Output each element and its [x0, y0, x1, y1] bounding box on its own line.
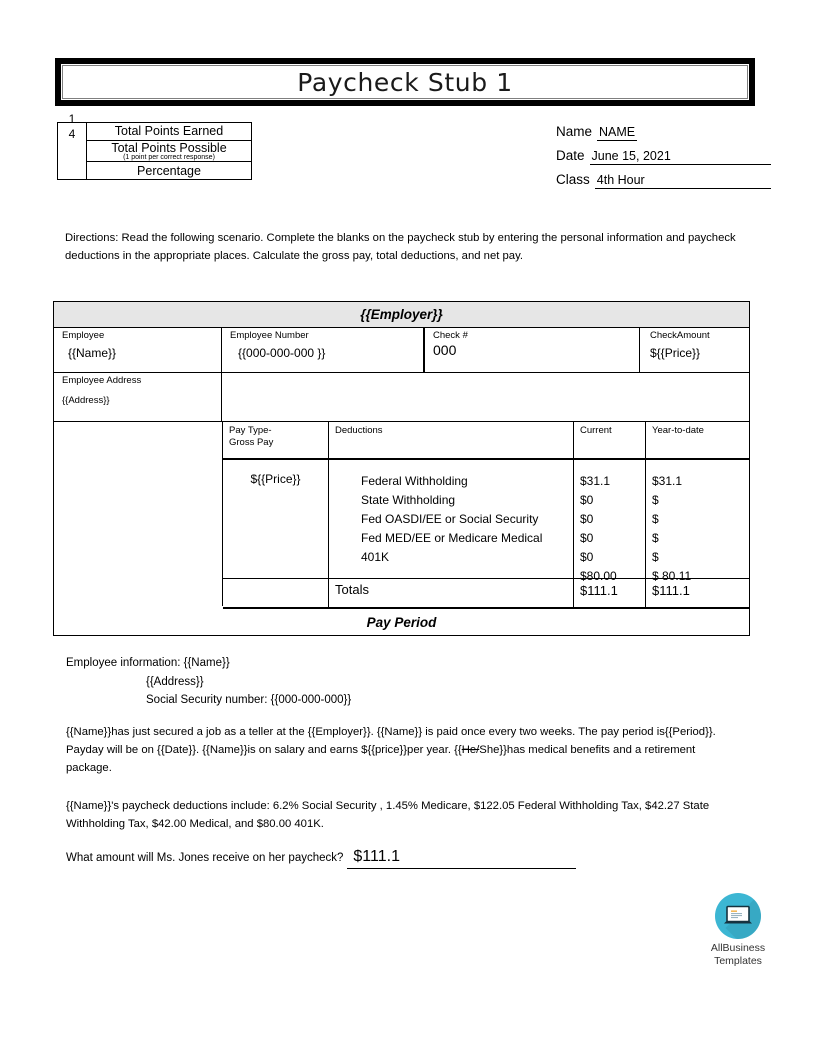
points-possible-label: Total Points Possible [111, 141, 227, 155]
totals-row [223, 579, 749, 609]
class-field[interactable]: 4th Hour [595, 173, 771, 189]
check-number-value[interactable]: 000 [433, 342, 457, 359]
employee-address-label: Employee Address [62, 375, 142, 386]
employee-number-value[interactable]: {{000-000-000 }} [238, 346, 326, 361]
scenario-part2: She}}has medical benefits and a retirement package. [66, 743, 696, 774]
pay-type-header-line1: Pay Type- [229, 425, 272, 436]
date-row [556, 148, 771, 165]
employee-value[interactable]: {{Name}} [68, 346, 117, 361]
scenario-part1: {{Name}}has just secured a job as a teller at the {{Employer}}. {{Name}} is paid once every two weeks. The pay period is{{Period}}. Payday will be on {{Date}}. {{Name}}is on salary and earns ${{price}}per year. {{ [66, 726, 716, 756]
deduction-current[interactable]: $31.1 [580, 474, 611, 488]
points-numerator: 1 [68, 112, 76, 126]
pay-period-footer: Pay Period [366, 614, 437, 630]
employee-information-address: {{Address}} [146, 675, 204, 688]
employee-information-name: {{Name}} [183, 657, 230, 669]
deductions-header-row [223, 422, 749, 460]
question-row [66, 848, 576, 869]
points-table [57, 112, 252, 180]
identification-block [556, 124, 771, 196]
allbusiness-templates-logo [699, 893, 777, 968]
deduction-current[interactable]: $80.00 [580, 568, 617, 583]
stub-header-row [54, 328, 749, 373]
paycheck-stub-table [53, 301, 750, 636]
employee-information-block [66, 654, 351, 710]
totals-paytype-blank [223, 579, 329, 607]
deduction-current[interactable]: $0 [580, 492, 594, 507]
check-amount-cell [640, 328, 749, 372]
class-label: Class [556, 172, 590, 187]
check-number-cell [425, 328, 640, 372]
employee-number-cell [222, 328, 425, 372]
deduction-name: Fed MED/EE or Medicare Medical [361, 530, 543, 545]
deduction-ytd[interactable]: $ [652, 511, 659, 526]
check-amount-label: CheckAmount [650, 330, 710, 341]
deduction-ytd[interactable]: $31.1 [652, 474, 683, 488]
deduction-ytd-column [646, 460, 749, 583]
deduction-names-column [329, 460, 574, 578]
ytd-header: Year-to-date [652, 425, 704, 436]
points-earned-label: Total Points Earned [87, 123, 252, 141]
gross-pay-value[interactable]: ${{Price}} [223, 460, 329, 578]
deductions-header: Deductions [329, 422, 574, 458]
check-amount-value[interactable]: ${{Price}} [650, 346, 701, 361]
address-blank-cell [222, 373, 749, 421]
deductions-paragraph: {{Name}}'s paycheck deductions include: 6.2% Social Security , 1.45% Medicare, $122.05 Federal Withholding Tax, $42.27 State Withholding Tax, $42.00 Medical, and $80.00 401K. [66, 800, 710, 830]
points-possible-cell [87, 141, 252, 162]
points-denominator: 4 [68, 128, 76, 138]
employee-cell [54, 328, 222, 372]
employee-information-line [66, 654, 351, 673]
scenario-struck-text: He/ [461, 743, 480, 756]
deduction-ytd[interactable]: $ [652, 530, 659, 545]
percentage-label: Percentage [87, 162, 252, 180]
date-field[interactable]: June 15, 2021 [590, 149, 771, 165]
table-row [58, 141, 252, 162]
pay-type-header [223, 422, 329, 458]
totals-ytd-value[interactable]: $111.1 [652, 583, 690, 598]
deduction-current[interactable]: $0 [580, 511, 594, 526]
deductions-left-spacer [54, 422, 223, 606]
date-label: Date [556, 148, 585, 163]
document-title-banner [55, 58, 755, 106]
directions-text: Directions: Read the following scenario. Complete the blanks on the paycheck stub by entering the personal information and paycheck deductions in the appropriate places. Calculate the gross pay, total deductions, and net pay. [65, 232, 736, 262]
employee-address-cell [54, 373, 222, 421]
deduction-ytd[interactable]: $ [652, 549, 659, 564]
deductions-body-row [223, 460, 749, 583]
employee-address-value[interactable]: {{Address}} [62, 395, 110, 407]
pay-type-header-line2: Gross Pay [229, 436, 274, 448]
deduction-name: 401K [361, 549, 390, 564]
points-fraction-cell [58, 112, 87, 180]
totals-label: Totals [329, 579, 574, 607]
table-row [58, 162, 252, 180]
laptop-icon [723, 905, 753, 927]
deduction-name: State Withholding [361, 492, 456, 507]
stub-address-row [54, 373, 749, 422]
table-row [58, 123, 252, 141]
deduction-ytd[interactable]: $ 80.11 [652, 568, 692, 583]
deduction-current[interactable]: $0 [580, 530, 594, 545]
employer-header: {{Employer}} [54, 302, 749, 328]
deductions-section [54, 422, 749, 609]
points-possible-sublabel: (1 point per correct response) [123, 154, 215, 162]
deduction-ytd[interactable]: $ [652, 492, 659, 507]
logo-text [699, 942, 777, 968]
question-text: What amount will Ms. Jones receive on her paycheck? [66, 852, 344, 864]
class-row [556, 172, 771, 189]
employee-label: Employee [62, 330, 105, 341]
check-number-label: Check # [433, 330, 468, 341]
deductions-grid [223, 422, 749, 609]
deduction-name: Federal Withholding [361, 474, 468, 488]
page-title: Paycheck Stub 1 [297, 67, 513, 97]
name-field[interactable]: NAME [599, 125, 636, 139]
deduction-current-column [574, 460, 646, 583]
logo-circle [715, 893, 761, 939]
deduction-name: Fed OASDI/EE or Social Security [361, 511, 539, 526]
employee-number-label: Employee Number [230, 330, 309, 341]
name-label: Name [556, 124, 593, 139]
logo-text-line1: AllBusiness [710, 942, 766, 954]
scenario-paragraph [66, 724, 744, 778]
current-header: Current [574, 422, 646, 458]
deduction-current[interactable]: $0 [580, 549, 594, 564]
employee-information-label: Employee information: [66, 657, 181, 669]
totals-current-value[interactable]: $111.1 [574, 579, 646, 607]
question-answer-field[interactable]: $111.1 [347, 848, 576, 869]
name-row [556, 124, 771, 141]
logo-text-line2: Templates [714, 954, 762, 967]
employee-information-ssn: Social Security number: {{000-000-000}} [146, 694, 352, 707]
